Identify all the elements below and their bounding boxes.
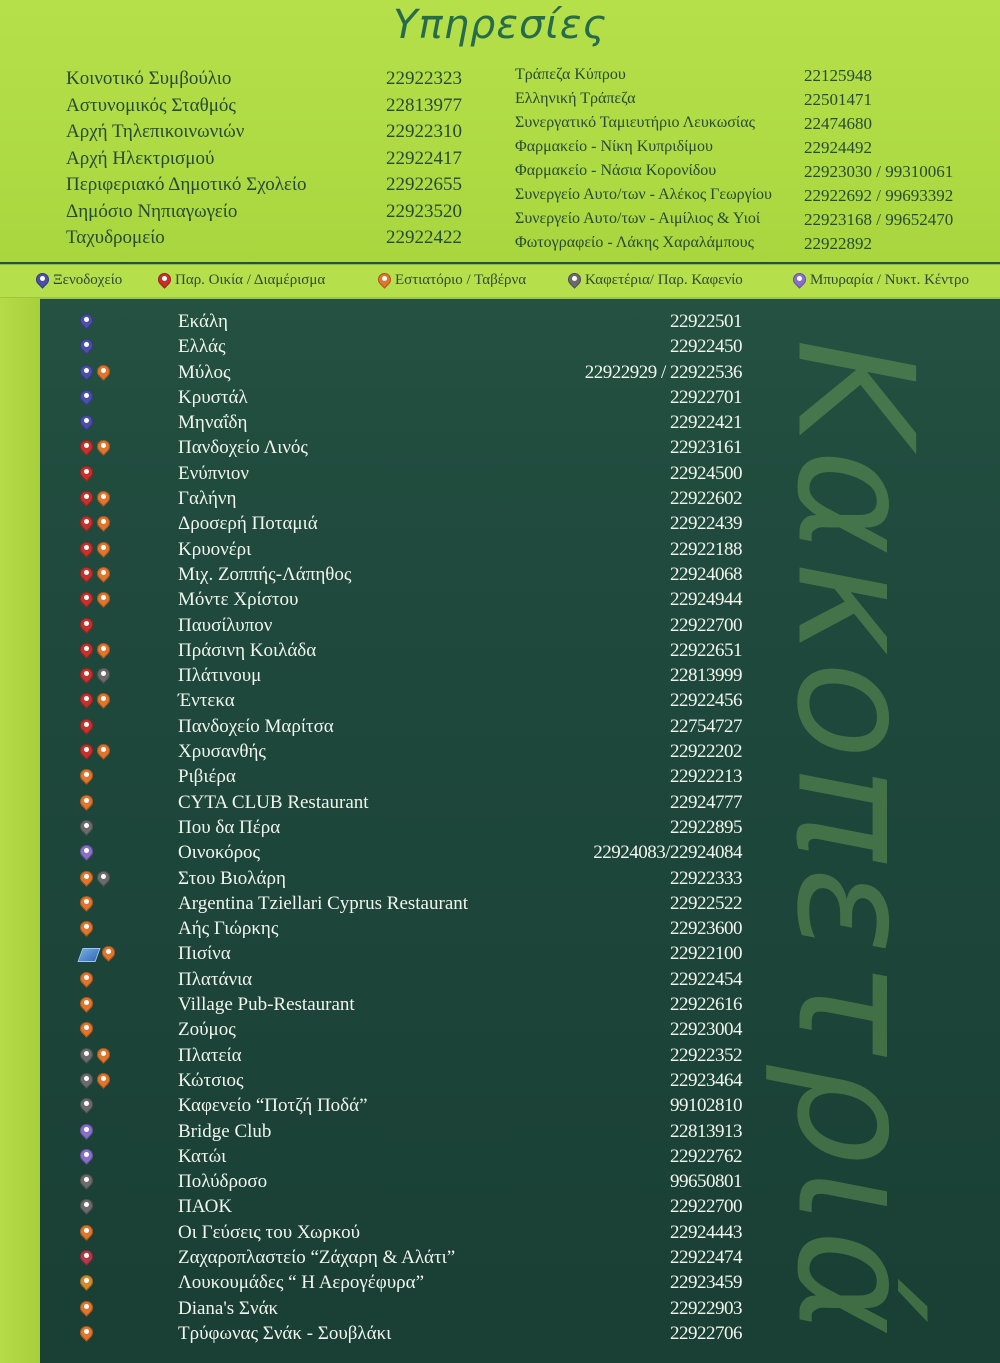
business-name: Argentina Tziellari Cyprus Restaurant [178,892,469,914]
listing-row [60,1018,760,1043]
food-pin-icon [80,769,93,784]
cafe-pin-icon [80,1048,93,1063]
category-icons [80,921,93,936]
house-pin-icon [80,592,93,607]
watermark-text: Κακοπετριά [761,338,949,1342]
business-name: Χρυσανθής [178,741,266,763]
business-phone: 22922700 [670,1196,742,1218]
service-name: Φωτογραφείο - Λάκης Χαραλάμπους [515,234,754,251]
business-phone: 22922701 [670,386,742,408]
legend-label: Μπυραρία / Νυκτ. Κέντρο [810,272,970,288]
category-icons [80,1073,110,1088]
house-pin-icon [80,567,93,582]
listing-row [60,1221,760,1246]
category-icons [80,1022,93,1037]
food-pin-icon [80,896,93,911]
sweet-pin-icon [80,1275,93,1290]
category-icons [80,744,110,759]
legend-item-cafe [568,272,743,289]
category-icons [80,567,110,582]
category-icons [80,491,110,506]
category-icons [80,1124,93,1139]
business-name: Ενύπνιον [178,462,249,484]
business-phone: 99650801 [670,1171,742,1193]
business-name: Πλατάνια [178,968,253,990]
food-pin-icon [97,744,110,759]
listing-row [60,841,760,866]
business-name: Οι Γεύσεις του Χωρκού [178,1221,361,1243]
hotel-pin-icon [36,273,49,288]
service-phone: 22922323 [386,68,462,89]
legend-label: Ξενοδοχείο [53,272,123,288]
business-phone: 22923459 [670,1272,742,1294]
listing-row [60,892,760,917]
business-phone: 22922450 [670,336,742,358]
business-name: CYTA CLUB Restaurant [178,791,369,813]
category-icons [80,1048,110,1063]
house-pin-icon [80,744,93,759]
business-name: Έντεκα [178,690,235,712]
food-pin-icon [97,592,110,607]
business-name: Καφενείο “Ποτζή Ποδά” [178,1095,368,1117]
category-icons [80,1225,93,1240]
category-icons [80,415,93,430]
food-pin-icon [80,871,93,886]
business-name: Κώτσιος [178,1069,244,1091]
listing-row [60,791,760,816]
service-name: Τράπεζα Κύπρου [515,66,626,83]
food-pin-icon [80,972,93,987]
listing-row [60,917,760,942]
business-phone: 22924443 [670,1221,742,1243]
service-phone: 22922655 [386,174,462,195]
listing-row [60,816,760,841]
house-pin-icon [80,668,93,683]
service-phone: 22125948 [804,66,872,85]
category-icons [80,1199,93,1214]
business-name: Bridge Club [178,1120,272,1142]
listing-row [60,310,760,335]
left-edge-strip [0,298,40,1363]
service-name: Αρχή Ηλεκτρισμού [66,147,215,169]
food-pin-icon [80,795,93,810]
category-icons [80,1250,93,1265]
business-phone: 22813999 [670,665,742,687]
category-icons [80,466,93,481]
business-name: Που δα Πέρα [178,816,281,838]
hotel-pin-icon [80,365,93,380]
food-pin-icon [378,273,391,288]
business-phone: 22922188 [670,538,742,560]
business-name: Μύλος [178,361,231,383]
business-name: Village Pub-Restaurant [178,994,355,1016]
business-phone: 22922213 [670,766,742,788]
category-icons [80,592,110,607]
business-phone: 22922602 [670,488,742,510]
food-pin-icon [97,567,110,582]
hotel-pin-icon [80,415,93,430]
service-name: Αστυνομικός Σταθμός [66,94,236,116]
service-name: Συνεργείο Αυτο/των - Αλέκος Γεωργίου [515,186,772,203]
business-phone: 22922616 [670,994,742,1016]
bar-pin-icon [793,273,806,288]
legend-label: Καφετέρια/ Παρ. Καφενίο [585,272,743,288]
business-phone: 22922333 [670,867,742,889]
category-icons [80,1275,93,1290]
business-phone: 22922895 [670,816,742,838]
business-phone: 22923004 [670,1019,742,1041]
category-icons [80,1301,93,1316]
listing-row [60,361,760,386]
category-icons [80,314,93,329]
business-name: Μιχ. Ζοππής-Λάπηθος [178,563,352,585]
business-phone: 22923600 [670,918,742,940]
business-name: Εκάλη [178,311,228,332]
category-icons [80,440,110,455]
listing-row [60,487,760,512]
hotel-pin-icon [80,390,93,405]
business-name: Ζαχαροπλαστείο “Ζάχαρη & Αλάτι” [178,1246,456,1268]
legend-item-house [158,272,325,289]
house-pin-icon [80,440,93,455]
category-icons [80,339,93,354]
food-pin-icon [80,921,93,936]
food-pin-icon [97,1048,110,1063]
house-pin-icon [80,466,93,481]
business-phone: 22924083/22924084 [593,842,742,864]
food-pin-icon [97,440,110,455]
listing-row [60,715,760,740]
business-phone: 22922454 [670,968,742,990]
accommodation-listing [60,310,760,1347]
food-pin-icon [97,516,110,531]
food-pin-icon [80,1326,93,1341]
house-pin-icon [80,542,93,557]
service-name: Συνεργείο Αυτο/των - Αιμίλιος & Υιοί [515,210,761,227]
business-phone: 22923464 [670,1069,742,1091]
service-phone: 22923030 / 99310061 [804,162,954,181]
business-name: Diana's Σνάκ [178,1297,279,1319]
listing-row [60,1195,760,1220]
listing-row [60,614,760,639]
category-icons [80,719,93,734]
legend-item-food [378,272,526,289]
service-phone: 22813977 [386,94,462,116]
bar-pin-icon [80,1149,93,1164]
legend-item-bar [793,272,969,289]
category-icons [80,643,110,658]
food-pin-icon [80,1022,93,1037]
category-icons [80,795,93,810]
listing-row [60,563,760,588]
listing-row [60,867,760,892]
category-icons [80,516,110,531]
category-icons [80,845,93,860]
listing-row [60,1145,760,1170]
business-phone: 99102810 [670,1095,742,1117]
legend-label: Παρ. Οικία / Διαμέρισμα [175,272,326,288]
category-icons [80,1174,93,1189]
house-pin-icon [80,719,93,734]
category-icons [80,542,110,557]
category-icons [80,693,110,708]
food-pin-icon [97,365,110,380]
hotel-pin-icon [80,339,93,354]
business-phone: 22922501 [670,311,742,332]
house-pin-icon [158,273,171,288]
house-pin-icon [80,643,93,658]
listing-row [60,1170,760,1195]
service-phone: 22923168 / 99652470 [804,210,954,229]
food-pin-icon [80,1225,93,1240]
food-pin-icon [97,693,110,708]
listing-row [60,512,760,537]
business-name: Πλατεία [178,1044,242,1066]
business-phone: 22924500 [670,462,742,484]
house-pin-icon [80,491,93,506]
business-name: Μόντε Χρίστου [178,589,299,611]
listing-row [60,639,760,664]
listing-row [60,411,760,436]
service-phone: 22922692 / 99693392 [804,186,954,205]
services-panel [0,0,1000,262]
category-icons [80,972,93,987]
food-pin-icon [102,946,115,961]
cafe-pin-icon [80,1174,93,1189]
business-phone: 22922352 [670,1044,742,1066]
category-icons [80,365,110,380]
listing-row [60,335,760,360]
services-title: Υπηρεσίες [393,2,607,48]
cafe-pin-icon [97,871,110,886]
service-name: Ελληνική Τράπεζα [515,90,636,107]
cafe-pin-icon [80,1098,93,1113]
listing-row [60,1322,760,1347]
business-phone: 22922439 [670,513,742,535]
cafe-pin-icon [80,1199,93,1214]
category-icons [80,769,93,784]
service-phone: 22501471 [804,90,872,109]
service-name: Φαρμακείο - Νίκη Κυπριδίμου [515,138,713,155]
business-phone: 22922700 [670,614,742,636]
business-phone: 22922202 [670,741,742,763]
service-name: Φαρμακείο - Νάσια Κορονίδου [515,162,717,179]
business-phone: 22924068 [670,563,742,585]
service-phone: 22922310 [386,121,462,142]
food-pin-icon [97,542,110,557]
food-pin-icon [97,1073,110,1088]
business-phone: 22922651 [670,639,742,661]
service-name: Κοινοτικό Συμβούλιο [66,68,232,89]
business-name: Στου Βιολάρη [178,867,286,889]
village-watermark [761,320,949,1360]
business-name: ΠΑΟΚ [178,1196,233,1218]
legend-item-hotel [36,272,122,289]
cafe-pin-icon [568,273,581,288]
service-name: Δημόσιο Νηπιαγωγείο [66,200,238,222]
service-phone: 22924492 [804,138,872,157]
listing-row [60,942,760,967]
business-phone: 22922903 [670,1297,742,1319]
bar-pin-icon [80,1124,93,1139]
business-name: Πισίνα [178,943,231,965]
listing-row [60,1094,760,1119]
business-name: Κρυστάλ [178,386,248,408]
cake-pin-icon [80,1250,93,1265]
business-name: Πολύδροσο [178,1171,268,1193]
legend-bar [0,264,1000,299]
business-name: Πράσινη Κοιλάδα [178,639,317,661]
category-icons [80,1098,93,1113]
listing-row [60,1297,760,1322]
business-phone: 22923161 [670,437,742,459]
cafe-pin-icon [80,1073,93,1088]
listing-row [60,740,760,765]
business-phone: 22922100 [670,943,742,965]
listing-row [60,436,760,461]
listing-row [60,386,760,411]
category-icons [80,618,93,633]
food-pin-icon [80,1301,93,1316]
business-name: Κρυονέρι [178,538,252,560]
listing-row [60,765,760,790]
listing-row [60,462,760,487]
listing-row [60,689,760,714]
business-name: Λουκουμάδες “ Η Αερογέφυρα” [178,1272,424,1294]
listing-row [60,1271,760,1296]
business-name: Ριβιέρα [178,766,236,788]
listing-row [60,1069,760,1094]
service-name: Περιφεριακό Δημοτικό Σχολείο [66,174,307,195]
service-phone: 22922892 [804,234,872,253]
cafe-pin-icon [80,820,93,835]
category-icons [80,1326,93,1341]
listing-row [60,1120,760,1145]
business-name: Οινοκόρος [178,842,261,864]
service-name: Αρχή Τηλεπικοινωνιών [66,121,245,142]
business-phone: 22924944 [670,589,742,611]
bar-pin-icon [80,845,93,860]
food-pin-icon [97,643,110,658]
business-name: Δροσερή Ποταμιά [178,513,318,535]
service-phone: 22923520 [386,200,462,222]
food-pin-icon [80,997,93,1012]
business-name: Πανδοχείο Μαρίτσα [178,715,334,737]
category-icons [80,390,93,405]
house-pin-icon [80,693,93,708]
business-phone: 22922706 [670,1322,742,1344]
business-name: Αής Γιώρκης [178,918,279,940]
business-name: Ζούμος [178,1019,236,1041]
category-icons [80,820,93,835]
cafe-pin-icon [97,668,110,683]
business-phone: 22922421 [670,412,742,434]
hotel-pin-icon [80,314,93,329]
listing-row [60,538,760,563]
listing-row [60,993,760,1018]
category-icons [80,997,93,1012]
service-phone: 22922417 [386,147,462,169]
business-phone: 22924777 [670,791,742,813]
business-name: Γαλήνη [178,488,237,510]
business-phone: 22922762 [670,1145,742,1167]
business-name: Ελλάς [178,336,226,358]
food-pin-icon [97,491,110,506]
legend-label: Εστιατόριο / Ταβέρνα [395,272,527,288]
business-name: Πανδοχείο Λινός [178,437,308,459]
listing-row [60,1044,760,1069]
business-phone: 22754727 [670,715,742,737]
service-name: Ταχυδρομείο [66,227,165,248]
business-phone: 22922474 [670,1246,742,1268]
house-pin-icon [80,618,93,633]
business-phone: 22922456 [670,690,742,712]
category-icons [80,668,110,683]
category-icons [80,896,93,911]
listing-row [60,968,760,993]
service-phone: 22474680 [804,114,872,133]
business-phone: 22922522 [670,892,742,914]
category-icons [80,1149,93,1164]
business-phone: 22813913 [670,1120,742,1142]
category-icons [80,871,110,886]
pool-pin-icon [77,948,100,962]
house-pin-icon [80,516,93,531]
category-icons [80,946,115,962]
business-phone: 22922929 / 22922536 [584,361,742,383]
business-name: Κατώι [178,1145,227,1167]
service-name: Συνεργατικό Ταμιευτήριο Λευκωσίας [515,114,755,131]
service-phone: 22922422 [386,227,462,248]
listing-row [60,1246,760,1271]
listing-row [60,664,760,689]
business-name: Πλάτινουμ [178,665,262,687]
business-name: Παυσίλυπον [178,614,273,636]
business-name: Τρύφωνας Σνάκ - Σουβλάκι [178,1322,392,1344]
listing-row [60,588,760,613]
business-name: Μηναΐδη [178,412,248,434]
